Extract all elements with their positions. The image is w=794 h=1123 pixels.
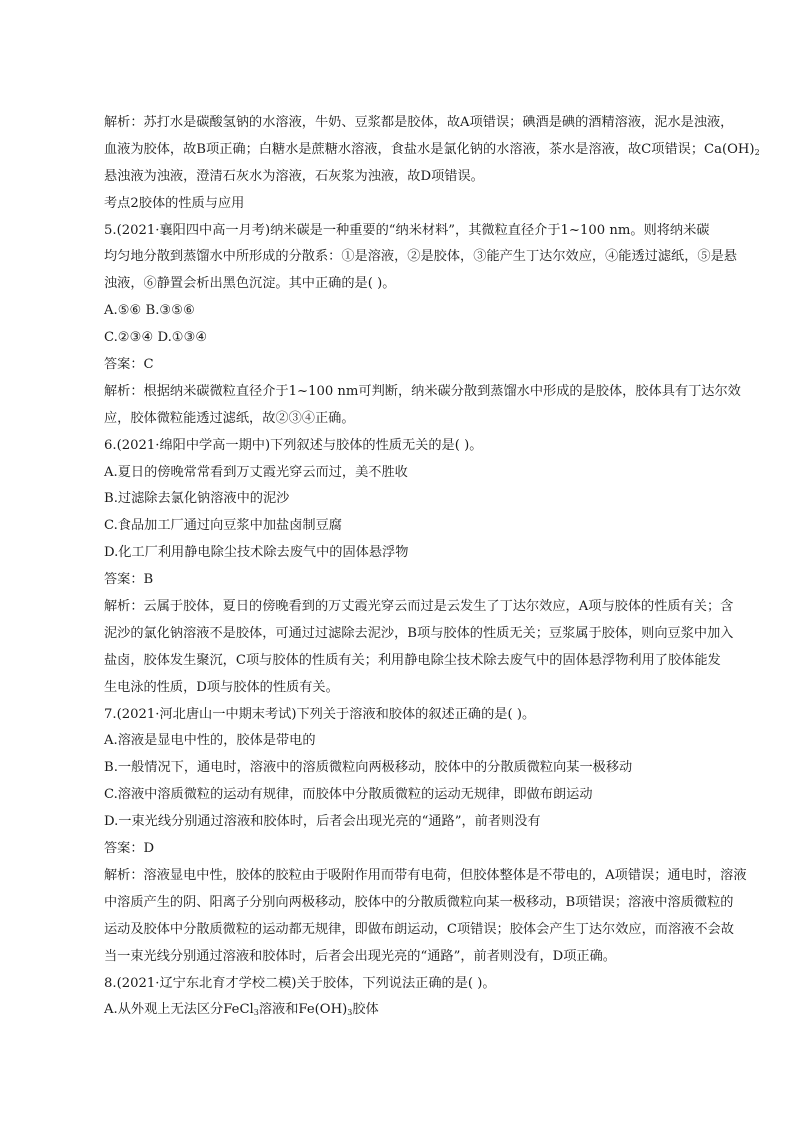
line-text: B.过滤除去氯化钠溶液中的泥沙 <box>104 491 290 507</box>
text-line <box>104 298 704 325</box>
line-text: B.一般情况下，通电时，溶液中的溶质微粒向两极移动，胶体中的分散质微粒向某一极移动 <box>104 760 633 776</box>
line-text: 5.(2021·襄阳四中高一月考)纳米碳是一种重要的“纳米材料”，其微粒直径介于1~100 nm。则将纳米碳 <box>104 222 710 238</box>
line-text: 答案：C <box>104 357 154 373</box>
line-text: 血液为胶体，故B项正确；白糖水是蔗糖水溶液，食盐水是氯化钠的水溶液，茶水是溶液，故C项错误；Ca(OH) <box>104 141 755 157</box>
text-line <box>104 271 704 298</box>
line-text: 溶液和Fe(OH) <box>258 1002 348 1018</box>
text-line <box>104 917 734 944</box>
text-line <box>104 540 704 567</box>
line-text: 答案：B <box>104 572 154 588</box>
line-text: 浊液，⑥静置会析出黑色沉淀。其中正确的是( )。 <box>104 276 396 292</box>
line-text: 解析：苏打水是碳酸氢钠的水溶液，牛奶、豆浆都是胶体，故A项错误；碘酒是碘的酒精溶液，泥水是浊液， <box>104 115 734 130</box>
line-text: 生电泳的性质，D项与胶体的性质有关。 <box>104 679 339 695</box>
line-text: 运动及胶体中分散质微粒的运动都无规律，即做布朗运动，C项错误；胶体会产生丁达尔效应，而溶液不会故 <box>104 921 734 937</box>
line-text: 盐卤，胶体发生聚沉，C项与胶体的性质有关；利用静电除尘技术除去废气中的固体悬浮物利用了胶体能发 <box>104 652 721 668</box>
text-line <box>104 890 734 917</box>
text-line <box>104 352 704 379</box>
line-text: 解析：云属于胶体，夏日的傍晚看到的万丈霞光穿云而过是云发生了丁达尔效应，A项与胶体的性质有关；含 <box>104 599 734 615</box>
text-line <box>104 971 704 998</box>
text-line <box>104 567 704 594</box>
line-text: C.食品加工厂通过向豆浆中加盐卤制豆腐 <box>104 518 342 534</box>
text-line <box>104 325 704 352</box>
text-line <box>104 164 704 191</box>
text-line <box>104 809 704 836</box>
line-text: 7.(2021·河北唐山一中期末考试)下列关于溶液和胶体的叙述正确的是( )。 <box>104 706 536 722</box>
line-text: 应，胶体微粒能透过滤纸，故②③④正确。 <box>104 410 355 426</box>
line-text: A.从外观上无法区分FeCl <box>104 1002 254 1018</box>
text-line <box>104 702 704 729</box>
text-line <box>104 379 741 406</box>
text-line <box>104 836 704 863</box>
line-text: 6.(2021·绵阳中学高一期中)下列叙述与胶体的性质无关的是( )。 <box>104 437 483 453</box>
text-line <box>104 728 704 755</box>
line-text: 悬浊液为浊液，澄清石灰水为溶液，石灰浆为浊液，故D项错误。 <box>104 168 484 184</box>
text-line <box>104 433 704 460</box>
text-line <box>104 755 704 782</box>
line-text: C.溶液中溶质微粒的运动有规律，而胶体中分散质微粒的运动无规律，即做布朗运动 <box>104 787 593 803</box>
text-line <box>104 944 704 971</box>
line-text: A.⑤⑥ B.③⑤⑥ <box>104 303 195 319</box>
text-line <box>104 137 760 164</box>
text-line <box>104 594 734 621</box>
text-line <box>104 244 737 271</box>
line-text: D.化工厂利用静电除尘技术除去废气中的固体悬浮物 <box>104 545 409 561</box>
line-text: 泥沙的氯化钠溶液不是胶体，可通过过滤除去泥沙，B项与胶体的性质无关；豆浆属于胶体，则向豆浆中加入 <box>104 625 734 641</box>
text-line <box>104 863 747 890</box>
line-text: 胶体 <box>352 1002 379 1018</box>
line-text: 8.(2021·辽宁东北育才学校二模)关于胶体，下列说法正确的是( )。 <box>104 975 496 991</box>
text-line <box>104 486 704 513</box>
text-line <box>104 406 704 433</box>
subscript: 3 <box>347 1008 353 1018</box>
text-line <box>104 648 721 675</box>
line-text: 解析：溶液显电中性，胶体的胶粒由于吸附作用而带有电荷，但胶体整体是不带电的，A项错误；通电时，溶液 <box>104 867 747 883</box>
line-text: 答案：D <box>104 841 155 857</box>
text-line <box>104 675 704 702</box>
text-line <box>104 191 704 218</box>
subscript: 3 <box>253 1008 259 1018</box>
text-line <box>104 997 704 1024</box>
text-line <box>104 110 734 137</box>
line-text: D.一束光线分别通过溶液和胶体时，后者会出现光亮的“通路”，前者则没有 <box>104 814 541 830</box>
subscript: 2 <box>754 147 760 157</box>
line-text: 解析：根据纳米碳微粒直径介于1~100 nm可判断，纳米碳分散到蒸馏水中形成的是胶体，胶体具有丁达尔效 <box>104 383 741 399</box>
text-line <box>104 782 704 809</box>
line-text: 当一束光线分别通过溶液和胶体时，后者会出现光亮的“通路”，前者则没有，D项正确。 <box>104 948 616 964</box>
text-line <box>104 621 734 648</box>
text-line <box>104 513 704 540</box>
line-text: C.②③④ D.①③④ <box>104 330 208 346</box>
line-text: A.溶液是显电中性的，胶体是带电的 <box>104 733 316 749</box>
line-text: 中溶质产生的阴、阳离子分别向两极移动，胶体中的分散质微粒向某一极移动，B项错误；溶液中溶质微粒的 <box>104 894 734 910</box>
line-text: A.夏日的傍晚常常看到万丈霞光穿云而过，美不胜收 <box>104 464 408 480</box>
line-text: 均匀地分散到蒸馏水中所形成的分散系：①是溶液，②是胶体，③能产生丁达尔效应，④能透过滤纸，⑤是悬 <box>104 249 737 265</box>
line-text: 考点2胶体的性质与应用 <box>104 195 245 211</box>
text-line <box>104 218 710 245</box>
document-page <box>104 110 760 1024</box>
text-line <box>104 460 704 487</box>
